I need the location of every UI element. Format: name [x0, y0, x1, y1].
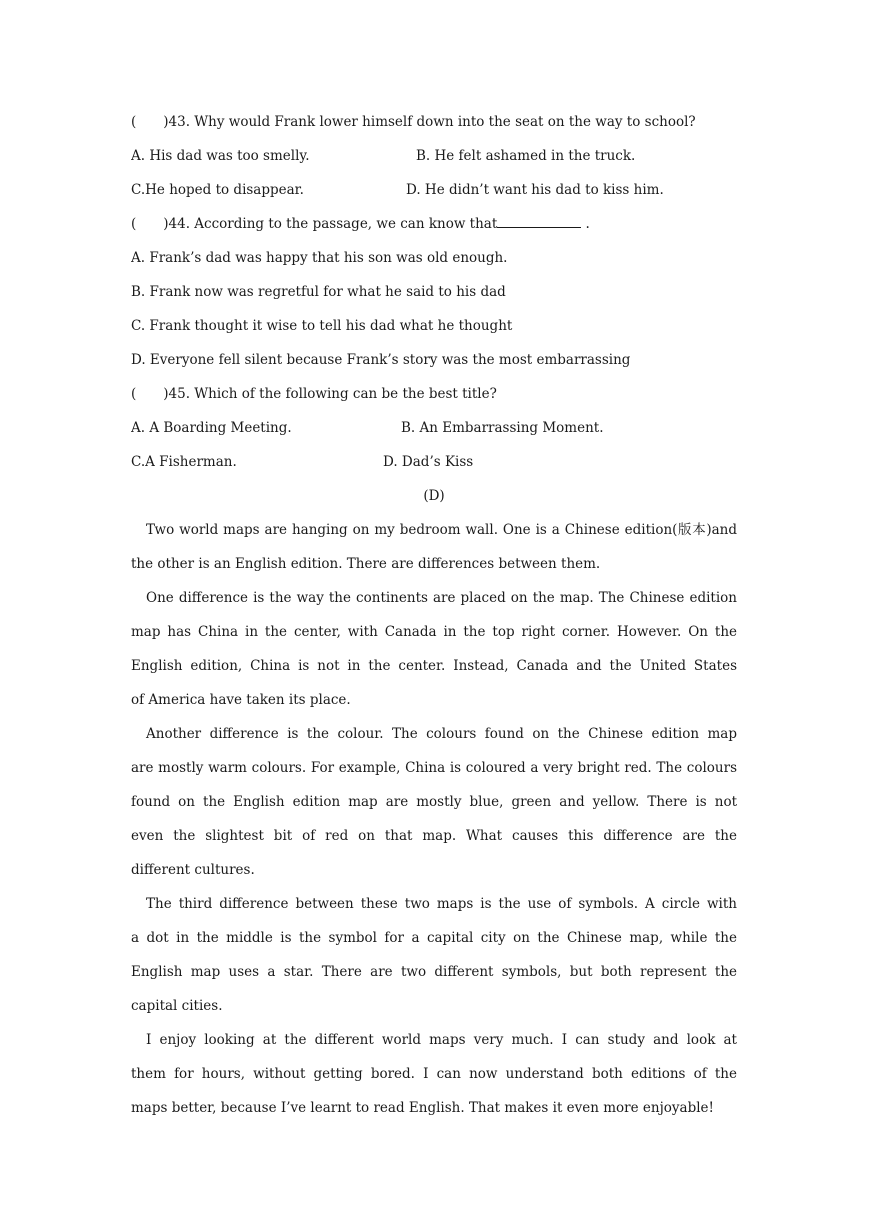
exam-page: [131, 110, 737, 1130]
question-43-option-a: A. His dad was too smelly.: [131, 148, 310, 164]
passage-line: them for hours, without getting bored. I can now understand both editions of the: [131, 1066, 737, 1082]
question-43-option-b: B. He felt ashamed in the truck.: [416, 148, 636, 164]
question-45-option-d: D. Dad’s Kiss: [383, 454, 474, 470]
passage-paragraph: [131, 518, 737, 586]
passage-line: capital cities.: [131, 998, 223, 1014]
question-44-stem: [131, 212, 737, 246]
passage-line: I enjoy looking at the different world maps very much. I can study and look at: [146, 1032, 737, 1048]
question-45-option-c: C.A Fisherman.: [131, 454, 237, 470]
question-44-stem-text: ( )44. According to the passage, we can know that: [131, 216, 498, 232]
section-d-title: (D): [423, 488, 445, 504]
question-43-options-row-1: [131, 144, 737, 178]
passage-line: are mostly warm colours. For example, China is coloured a very bright red. The colours: [131, 760, 737, 776]
passage-line: found on the English edition map are mostly blue, green and yellow. There is not: [131, 794, 737, 810]
question-44-stem-end: .: [581, 216, 590, 232]
passage-line: English edition, China is not in the center. Instead, Canada and the United States: [131, 658, 737, 674]
passage-paragraph: [131, 892, 737, 1028]
question-45-stem: ( )45. Which of the following can be the best title?: [131, 386, 497, 402]
passage-d: [131, 518, 737, 1130]
answer-blank: [497, 212, 581, 228]
passage-line: One difference is the way the continents are placed on the map. The Chinese edition: [146, 590, 737, 606]
passage-paragraph: [131, 722, 737, 892]
question-43-stem: ( )43. Why would Frank lower himself down into the seat on the way to school?: [131, 114, 696, 130]
question-45-options-row-2: [131, 450, 737, 484]
passage-line: map has China in the center, with Canada in the top right corner. However. On the: [131, 624, 737, 640]
question-44-option-a: A. Frank’s dad was happy that his son was old enough.: [131, 250, 508, 266]
question-45-options-row-1: [131, 416, 737, 450]
passage-line: of America have taken its place.: [131, 692, 351, 708]
question-44-option-b: B. Frank now was regretful for what he said to his dad: [131, 284, 506, 300]
passage-line: even the slightest bit of red on that map. What causes this difference are the: [131, 828, 737, 844]
question-43-options-row-2: [131, 178, 737, 212]
passage-line: maps better, because I’ve learnt to read English. That makes it even more enjoyable!: [131, 1100, 714, 1116]
passage-paragraph: [131, 1028, 737, 1130]
passage-line: The third difference between these two maps is the use of symbols. A circle with: [146, 896, 737, 912]
passage-line: Another difference is the colour. The colours found on the Chinese edition map: [146, 726, 737, 742]
question-45-option-a: A. A Boarding Meeting.: [131, 420, 292, 436]
passage-line: English map uses a star. There are two different symbols, but both represent the: [131, 964, 737, 980]
passage-paragraph: [131, 586, 737, 722]
question-43-option-c: C.He hoped to disappear.: [131, 182, 304, 198]
passage-line: the other is an English edition. There are differences between them.: [131, 556, 601, 572]
question-44-option-c: C. Frank thought it wise to tell his dad what he thought: [131, 318, 513, 334]
passage-line: a dot in the middle is the symbol for a capital city on the Chinese map, while the: [131, 930, 737, 946]
question-44-option-d: D. Everyone fell silent because Frank’s story was the most embarrassing: [131, 352, 631, 368]
passage-line: Two world maps are hanging on my bedroom wall. One is a Chinese edition(版本)and: [146, 522, 737, 538]
question-43-option-d: D. He didn’t want his dad to kiss him.: [406, 182, 664, 198]
passage-line: different cultures.: [131, 862, 255, 878]
question-45-option-b: B. An Embarrassing Moment.: [401, 420, 604, 436]
